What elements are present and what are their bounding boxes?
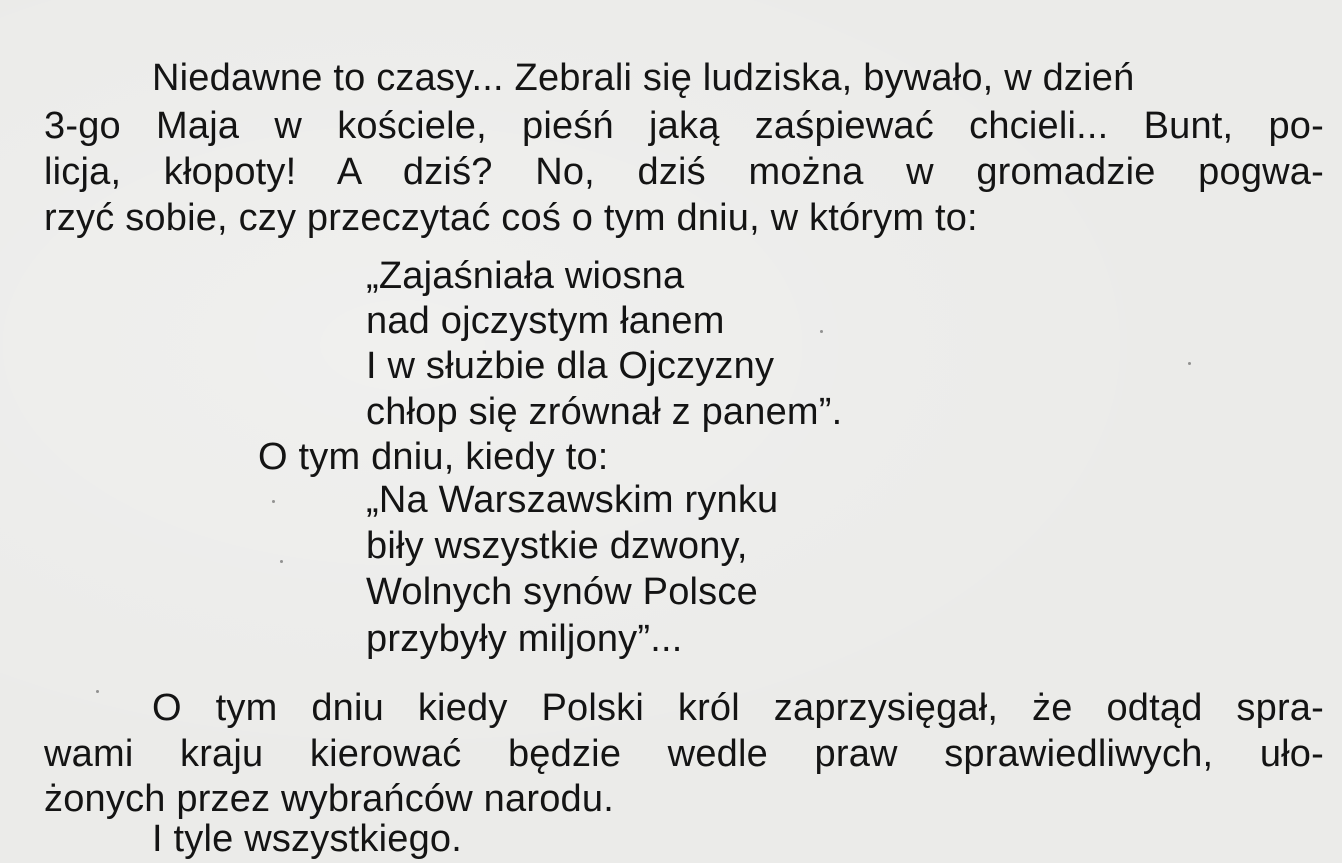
verse-spring-line-1: „Zajaśniała wiosna: [366, 255, 685, 297]
verse-spring-line-3: I w służbie dla Ojczyzny: [366, 345, 775, 387]
paragraph-king-line-1: O tym dniu kiedy Polski król zaprzysięgał, że odtąd spra-: [152, 687, 1324, 729]
paragraph-king-line-3: żonych przez wybrańców narodu.: [44, 778, 614, 820]
verse-bells-line-1: „Na Warszawskim rynku: [366, 479, 779, 521]
paragraph-king-line-2: wami kraju kierować będzie wedle praw sprawiedliwych, uło-: [44, 733, 1324, 775]
print-speck: [1188, 362, 1191, 365]
print-speck: [96, 690, 99, 693]
verse-bells-line-2: biły wszystkie dzwony,: [366, 525, 748, 567]
verse-bells-line-4: przybyły miljony”...: [366, 618, 683, 660]
verse-bells-line-3: Wolnych synów Polsce: [366, 571, 758, 613]
paragraph-intro-line-4: rzyć sobie, czy przeczytać coś o tym dniu, w którym to:: [44, 197, 978, 239]
verse-spring-line-4: chłop się zrównał z panem”.: [366, 391, 843, 433]
closing-line: I tyle wszystkiego.: [152, 818, 463, 860]
paragraph-intro-line-3: licja, kłopoty! A dziś? No, dziś można w gromadzie pogwa-: [44, 151, 1324, 193]
print-speck: [272, 500, 275, 503]
paragraph-intro-line-2: 3-go Maja w kościele, pieśń jaką zaśpiewać chcieli... Bunt, po-: [44, 105, 1324, 147]
paragraph-intro-line-1: Niedawne to czasy... Zebrali się ludziska, bywało, w dzień: [152, 57, 1135, 99]
print-speck: [820, 330, 823, 333]
verse-spring-line-2: nad ojczystym łanem: [366, 300, 725, 342]
print-speck: [280, 560, 283, 563]
interlude-line: O tym dniu, kiedy to:: [258, 436, 609, 478]
